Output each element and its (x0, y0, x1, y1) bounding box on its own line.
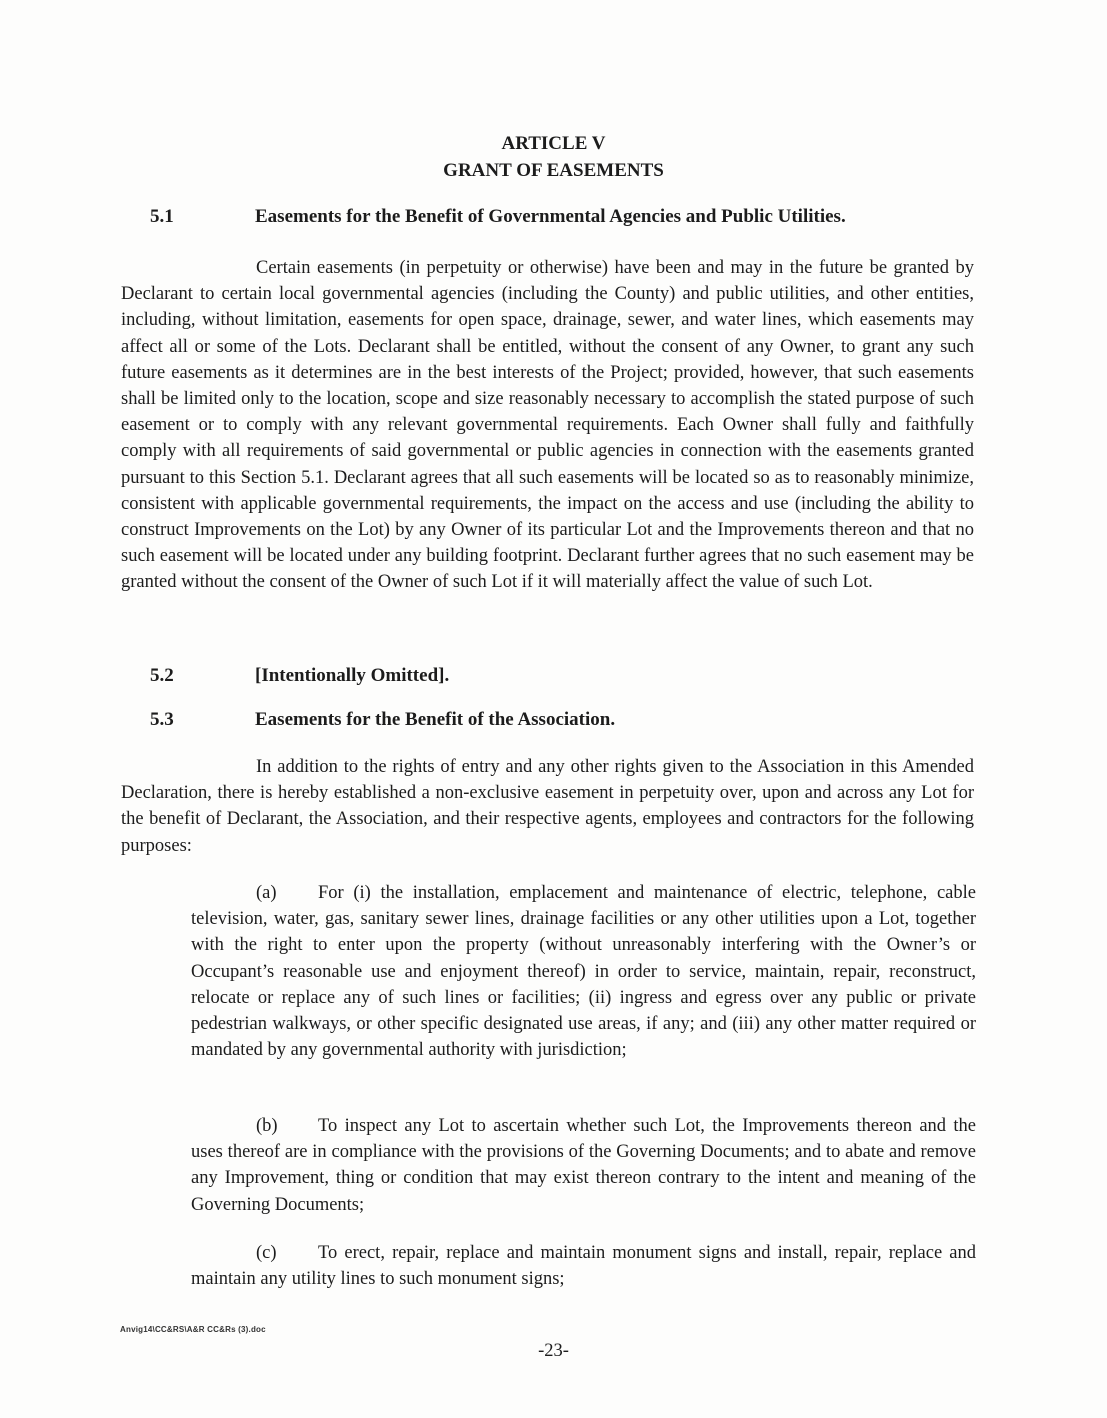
footer-file-path: Anvig14\CC&RS\A&R CC&Rs (3).doc (120, 1325, 266, 1334)
section-5-3-body: In addition to the rights of entry and any other rights given to the Association in this Amended Declaration, there is hereby established a non-exclusive easement in perpetuity over, upon and across any Lot for the benefit of Declarant, the Association, and their respective agents, employees and contractors for the following purposes: (121, 757, 974, 856)
subsection-text: For (i) the installation, emplacement and maintenance of electric, telephone, cable television, water, gas, sanitary sewer lines, drainage facilities or any other utilities upon a Lot, together with the right to enter upon the property (without unreasonably interfering with the Owner’s or Occupant’s reasonable use and enjoyment thereof) in order to service, maintain, repair, reconstruct, relocate or replace any of such lines or facilities; (ii) ingress and egress over any public or private pedestrian walkways, or other specific designated use areas, if any; and (iii) any other matter required or mandated by any governmental authority with jurisdiction; (191, 883, 976, 1061)
page-number: -23- (538, 1341, 569, 1361)
subsection-text: To erect, repair, replace and maintain monument signs and install, repair, replace and maintain any utility lines to such monument signs; (191, 1243, 976, 1290)
section-number: 5.2 (150, 665, 174, 686)
section-title: [Intentionally Omitted]. (255, 665, 450, 686)
section-title: Easements for the Benefit of Governmental Agencies and Public Utilities. (255, 206, 846, 227)
article-number: ARTICLE V (501, 133, 606, 154)
subsection-b (191, 1113, 976, 1218)
subsection-label: (a) (256, 883, 277, 903)
subsection-text: To inspect any Lot to ascertain whether such Lot, the Improvements thereon and the uses thereof are in compliance with the provisions of the Governing Documents; and to abate and remove any Improvement, thing or condition that may exist thereon contrary to the intent and meaning of the Governing Documents; (191, 1116, 976, 1215)
subsection-a (191, 880, 976, 1063)
subsection-label: (c) (256, 1243, 277, 1263)
section-5-1-heading (150, 205, 846, 229)
article-title: GRANT OF EASEMENTS (443, 160, 664, 181)
subsection-c (191, 1240, 976, 1292)
section-5-2-heading (150, 664, 449, 688)
subsection-label: (b) (256, 1116, 278, 1136)
section-title: Easements for the Benefit of the Association. (255, 709, 616, 730)
section-number: 5.1 (150, 206, 174, 227)
section-number: 5.3 (150, 709, 174, 730)
section-5-1-body: Certain easements (in perpetuity or otherwise) have been and may in the future be granted by Declarant to certain local governmental agencies (including the County) and public utilities, and other entities, including, without limitation, easements for open space, drainage, sewer, and water lines, which easements may affect all or some of the Lots. Declarant shall be entitled, without the consent of any Owner, to grant any such future easements as it determines are in the best interests of the Project; provided, however, that such easements shall be limited only to the location, scope and size reasonably necessary to accomplish the stated purpose of such easement or to comply with any relevant governmental requirements. Each Owner shall fully and faithfully comply with all requirements of said governmental or public agencies in connection with the easements granted pursuant to this Section 5.1. Declarant agrees that all such easements will be located so as to reasonably minimize, consistent with applicable governmental requirements, the impact on the access and use (including the ability to construct Improvements on the Lot) by any Owner of its particular Lot and the Improvements thereon and that no such easement will be located under any building footprint. Declarant further agrees that no such easement may be granted without the consent of the Owner of such Lot if it will materially affect the value of such Lot. (121, 258, 974, 593)
section-5-3-heading (150, 708, 615, 732)
